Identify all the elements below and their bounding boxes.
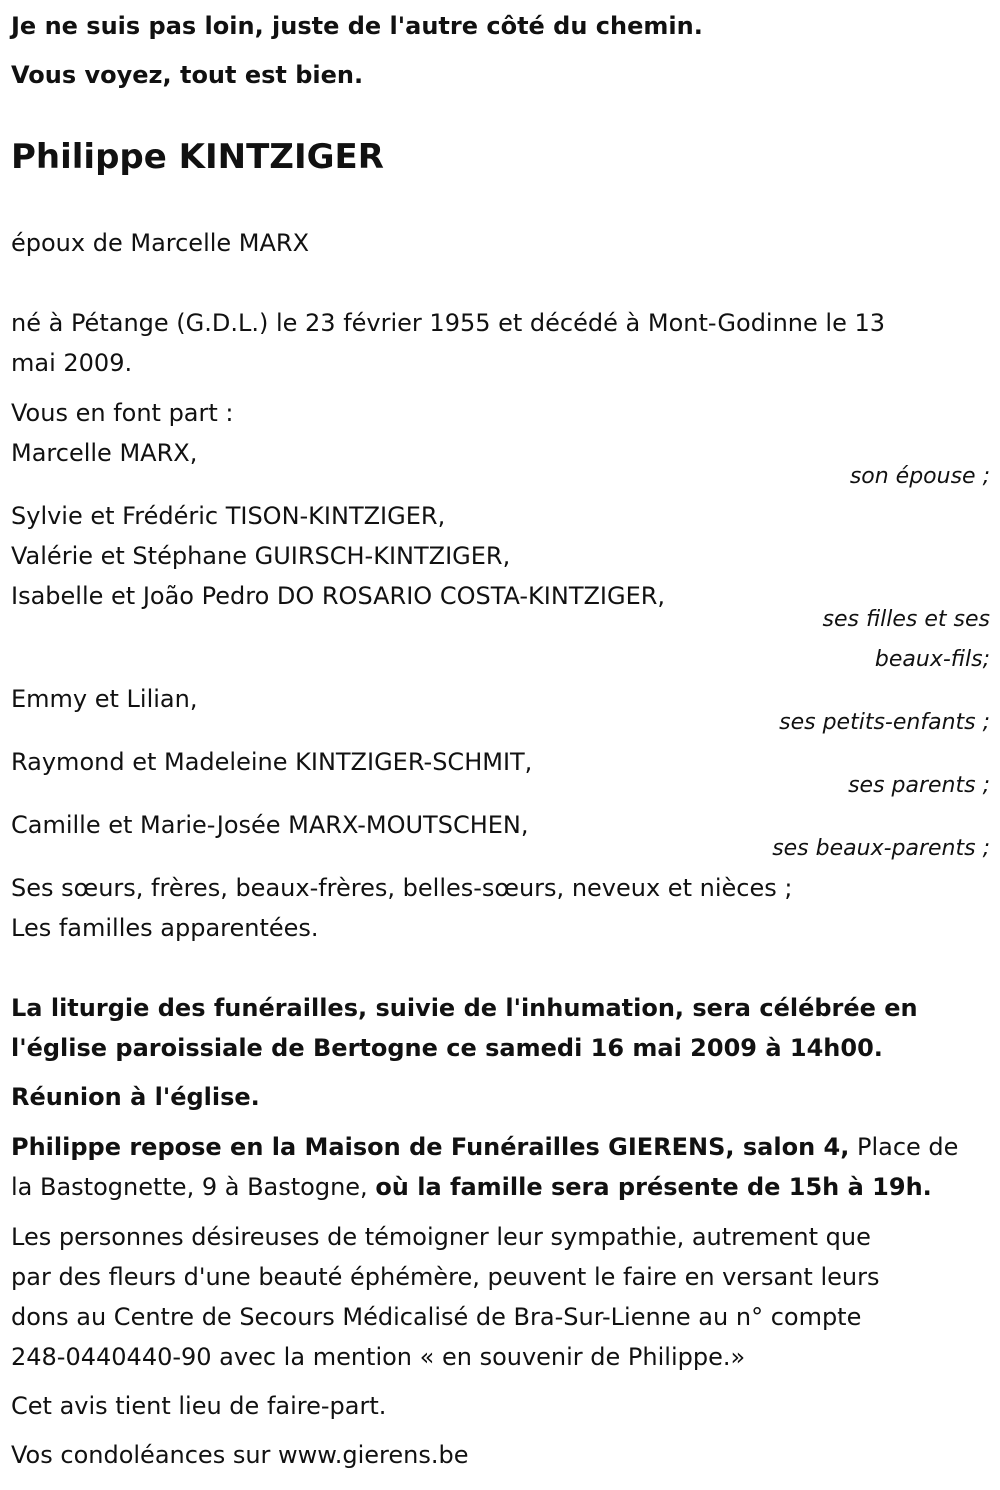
repose-plain: Place de	[849, 1133, 959, 1161]
donations-line-2: par des fleurs d'une beauté éphémère, peuvent le faire en versant leurs	[11, 1263, 880, 1291]
donations-line-1: Les personnes désireuses de témoigner leur sympathie, autrement que	[11, 1223, 871, 1251]
notice-line: Cet avis tient lieu de faire-part.	[11, 1392, 387, 1420]
deceased-name: Philippe KINTZIGER	[11, 137, 384, 177]
repose-address: la Bastognette, 9 à Bastogne,	[11, 1173, 376, 1201]
donations-line-3: dons au Centre de Secours Médicalisé de Bra-Sur-Lienne au n° compte	[11, 1303, 862, 1331]
family-name: Emmy et Lilian,	[11, 685, 198, 713]
others-line-1: Ses sœurs, frères, beaux-frères, belles-sœurs, neveux et nièces ;	[11, 874, 793, 902]
repose-line-2	[11, 1167, 932, 1207]
repose-bold: Philippe repose en la Maison de Funérailles GIERENS, salon 4,	[11, 1133, 850, 1161]
family-name: Valérie et Stéphane GUIRSCH-KINTZIGER,	[11, 542, 511, 570]
liturgy-line-2: l'église paroissiale de Bertogne ce samedi 16 mai 2009 à 14h00.	[11, 1034, 883, 1062]
family-name: Isabelle et João Pedro DO ROSARIO COSTA-KINTZIGER,	[11, 582, 666, 610]
donations-line-4: 248-0440440-90 avec la mention « en souvenir de Philippe.»	[11, 1343, 746, 1371]
announcement-intro: Vous en font part :	[11, 399, 234, 427]
family-relation: ses beaux-parents ;	[772, 836, 990, 861]
family-relation: ses petits-enfants ;	[779, 710, 990, 735]
family-presence: où la famille sera présente de 15h à 19h.	[375, 1173, 932, 1201]
family-relation: son épouse ;	[849, 464, 990, 489]
quote-line-2: Vous voyez, tout est bien.	[11, 61, 364, 89]
others-line-2: Les familles apparentées.	[11, 914, 319, 942]
family-name: Sylvie et Frédéric TISON-KINTZIGER,	[11, 502, 446, 530]
condolences-line: Vos condoléances sur www.gierens.be	[11, 1441, 469, 1469]
family-relation: beaux-fils;	[874, 647, 990, 672]
meeting-line: Réunion à l'église.	[11, 1083, 260, 1111]
quote-line-1: Je ne suis pas loin, juste de l'autre côté du chemin.	[11, 12, 703, 40]
family-relation: ses parents ;	[848, 773, 990, 798]
birth-death-line-1: né à Pétange (G.D.L.) le 23 février 1955 et décédé à Mont-Godinne le 13	[11, 309, 886, 337]
family-relation: ses filles et ses	[822, 607, 990, 632]
family-name: Marcelle MARX,	[11, 439, 198, 467]
family-name: Raymond et Madeleine KINTZIGER-SCHMIT,	[11, 748, 533, 776]
spouse-line: époux de Marcelle MARX	[11, 229, 310, 257]
birth-death-line-2: mai 2009.	[11, 349, 133, 377]
repose-line-1	[11, 1127, 958, 1167]
liturgy-line-1: La liturgie des funérailles, suivie de l'inhumation, sera célébrée en	[11, 994, 918, 1022]
family-name: Camille et Marie-Josée MARX-MOUTSCHEN,	[11, 811, 529, 839]
